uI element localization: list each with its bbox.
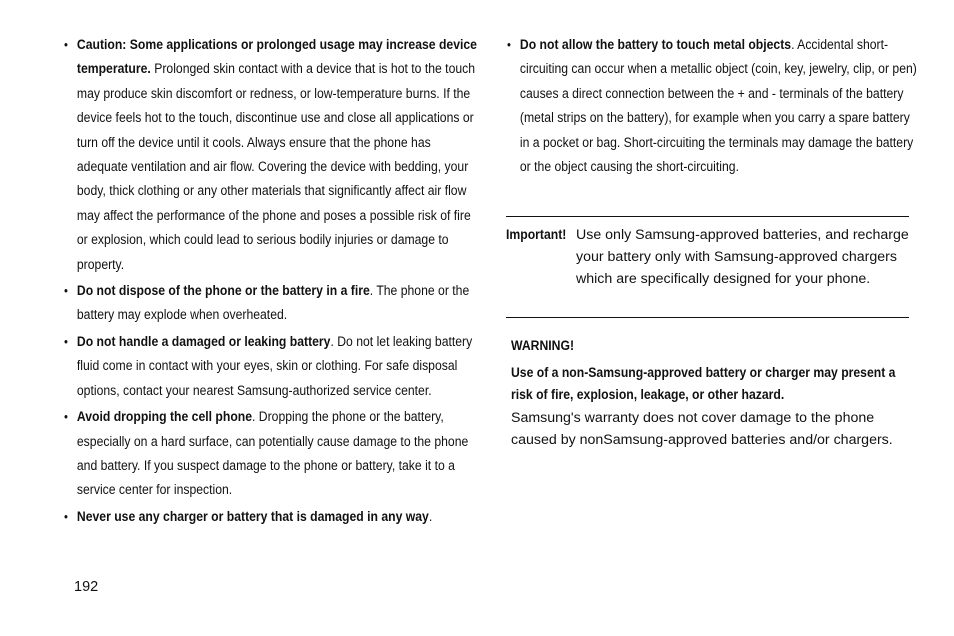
important-text: Use only Samsung-approved batteries, and recharge your battery only with Samsung-approved chargers which are specifically designed for your phone. xyxy=(576,227,909,288)
bullet-bold: Never use any charger or battery that is damaged in any way xyxy=(76,508,429,525)
bullet-bold: Caution: Some applications or prolonged usage may increase device temperature. xyxy=(76,37,477,78)
important-top-rule xyxy=(506,216,909,217)
bullet-caution-temperature xyxy=(64,33,478,277)
warning-bold-text xyxy=(511,362,911,406)
important-label: Important! xyxy=(506,227,567,243)
page-number: 192 xyxy=(74,579,99,595)
bullet-text: . xyxy=(428,508,433,525)
bullet-damaged-battery xyxy=(64,330,478,403)
bullet-text: Prolonged skin contact with a device that is hot to the touch may produce skin discomfort or redness, or low-temperature burns. If the device feels hot to the touch, discontinue use and close all applications or turn off the device until it cools. Always ensure that the phone has adequate ventilation and air flow. Covering the device with bedding, your body, thick clothing or any other materials that significantly affect air flow may affect the performance of the phone and poses a possible risk of fire or explosion, which could lead to serious bodily injuries or damage to property. xyxy=(76,61,476,273)
bullet-text: . Dropping the phone or the battery, especially on a hard surface, can potentially cause damage to the phone and battery. If you suspect damage to the phone or battery, take it to a service center for inspection. xyxy=(76,409,469,499)
warning-bold-end: . xyxy=(780,387,785,404)
bullet-dot: • xyxy=(64,333,68,349)
bullet-text: . Do not let leaking battery fluid come in contact with your eyes, skin or clothing. For safe disposal options, contact your nearest Samsung-authorized service center. xyxy=(76,333,473,399)
warning-bold-main: Use of a non-Samsung-approved battery or charger may present a risk of fire, explosion, leakage, or other hazard xyxy=(511,365,896,404)
warning-heading: WARNING! xyxy=(511,338,575,354)
bullet-dot: • xyxy=(64,37,68,52)
important-note xyxy=(506,224,909,291)
bullet-dot: • xyxy=(507,37,511,52)
important-bottom-rule xyxy=(506,317,909,318)
bullet-dot: • xyxy=(64,409,68,425)
bullet-bold: Avoid dropping the cell phone xyxy=(76,409,253,426)
bullet-dot: • xyxy=(64,508,68,524)
bullet-avoid-dropping xyxy=(64,405,478,503)
bullet-text: . The phone or the battery may explode when overheated. xyxy=(76,283,470,324)
bullet-dot: • xyxy=(64,283,68,299)
bullet-dispose-fire xyxy=(64,279,478,328)
bullet-metal-objects xyxy=(507,33,921,179)
warning-text: Samsung's warranty does not cover damage to the phone caused by nonSamsung-approved batteries and/or chargers. xyxy=(511,409,893,448)
left-column xyxy=(64,33,477,531)
bullet-bold: Do not allow the battery to touch metal objects xyxy=(519,37,792,53)
bullet-bold: Do not dispose of the phone or the battery in a fire xyxy=(76,283,370,300)
bullet-bold: Do not handle a damaged or leaking battery xyxy=(76,333,331,350)
warning-block xyxy=(511,335,911,451)
bullet-damaged-charger xyxy=(64,505,478,529)
bullet-text: . Accidental short-circuiting can occur when a metallic object (coin, key, jewelry, clip, or pen) causes a direct connection between the + and - terminals of the battery (metal strips on the battery), for example when you carry a spare battery in a pocket or bag. Short-circuiting the terminals may damage the battery or the object causing the short-circuiting. xyxy=(519,37,917,176)
right-column xyxy=(507,33,917,181)
